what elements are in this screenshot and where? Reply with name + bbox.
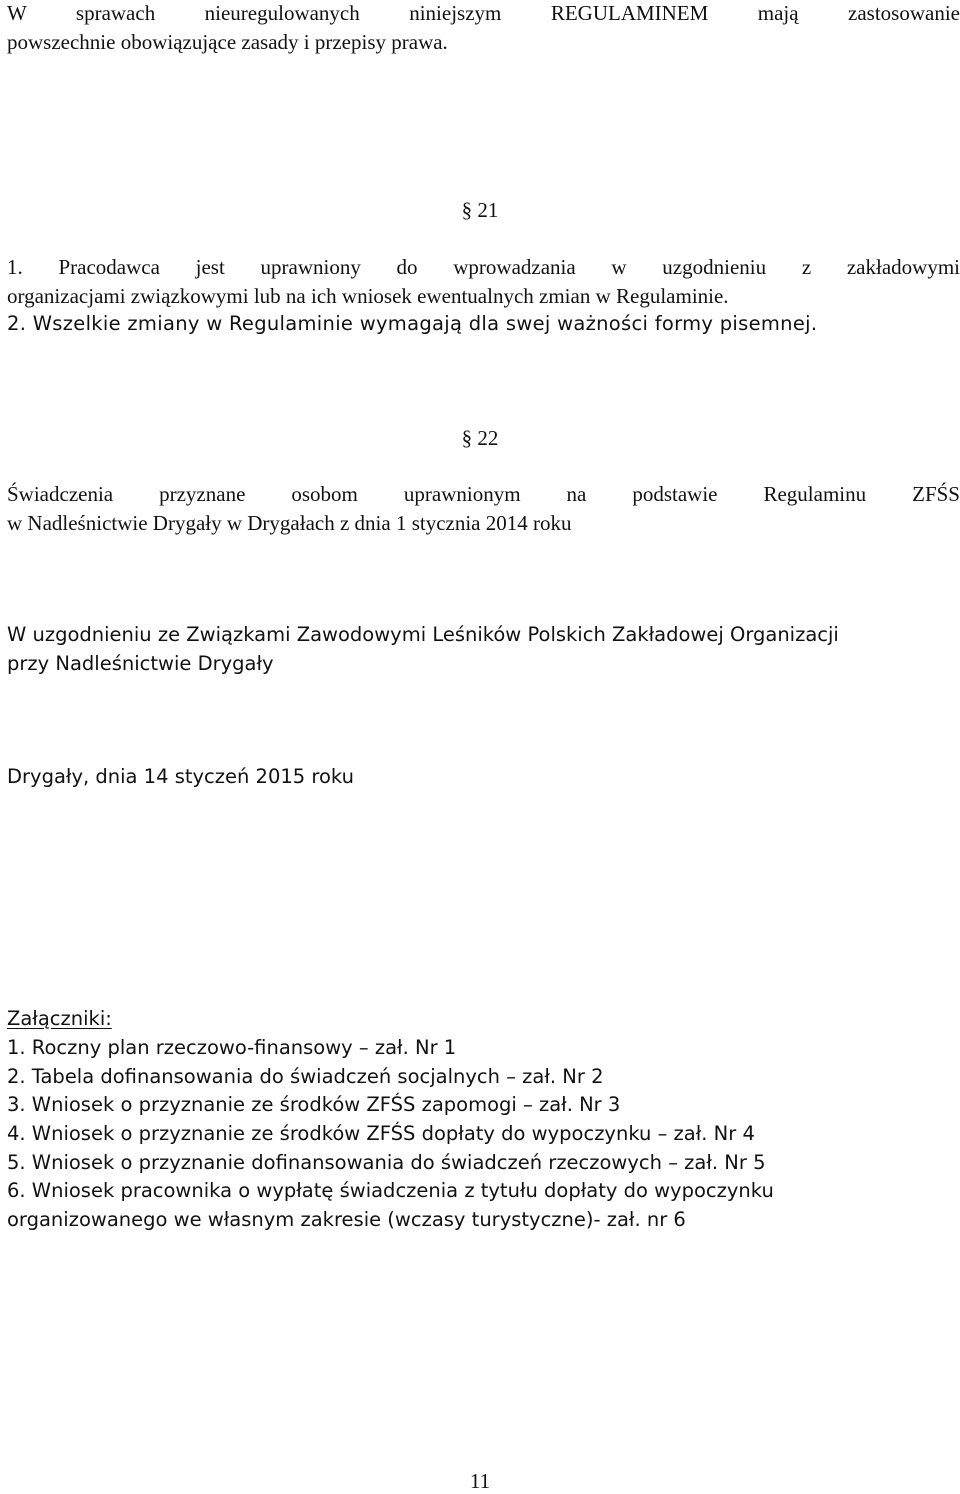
intro-line-1: W sprawach nieuregulowanych niniejszym REGULAMINEM mają zastosowanie: [7, 1, 960, 25]
attachment-item: 6. Wniosek pracownika o wypłatę świadczenia z tytułu dopłaty do wypoczynku: [7, 1179, 774, 1202]
attachments-title: [7, 1006, 112, 1032]
attachment-item: 2. Tabela dofinansowania do świadczeń socjalnych – zał. Nr 2: [7, 1065, 604, 1088]
agreement-line-2: przy Nadleśnictwie Drygały: [7, 652, 274, 675]
attachment-item: 3. Wniosek o przyznanie ze środków ZFŚS zapomogi – zał. Nr 3: [7, 1093, 621, 1116]
attachment-item: 5. Wniosek o przyznanie dofinansowania do świadczeń rzeczowych – zał. Nr 5: [7, 1151, 766, 1174]
agreement-line-1: W uzgodnieniu ze Związkami Zawodowymi Leśników Polskich Zakładowej Organizacji: [7, 623, 839, 646]
section-22-line-2: w Nadleśnictwie Drygały w Drygałach z dnia 1 stycznia 2014 roku: [7, 511, 572, 535]
section-22-line-1: Świadczenia przyznane osobom uprawnionym na podstawie Regulaminu ZFŚS: [7, 482, 960, 506]
section-21-line-1: 1. Pracodawca jest uprawniony do wprowadzania w uzgodnieniu z zakładowymi: [7, 255, 960, 279]
section-21-line-3: 2. Wszelkie zmiany w Regulaminie wymagają dla swej ważności formy pisemnej.: [7, 312, 818, 335]
attachment-item: 1. Roczny plan rzeczowo-finansowy – zał. Nr 1: [7, 1036, 457, 1059]
section-21-line-2: organizacjami związkowymi lub na ich wniosek ewentualnych zmian w Regulaminie.: [7, 284, 729, 308]
section-21-heading: § 21: [461, 198, 499, 222]
section-22-heading: § 22: [461, 426, 499, 450]
attachments-title-text: Załączniki:: [7, 1007, 112, 1030]
date-place: Drygały, dnia 14 styczeń 2015 roku: [7, 765, 354, 788]
attachment-item-continued: organizowanego we własnym zakresie (wczasy turystyczne)- zał. nr 6: [7, 1208, 686, 1231]
intro-line-2: powszechnie obowiązujące zasady i przepisy prawa.: [7, 30, 448, 54]
page-number: 11: [469, 1469, 491, 1493]
attachment-item: 4. Wniosek o przyznanie ze środków ZFŚS dopłaty do wypoczynku – zał. Nr 4: [7, 1122, 755, 1145]
